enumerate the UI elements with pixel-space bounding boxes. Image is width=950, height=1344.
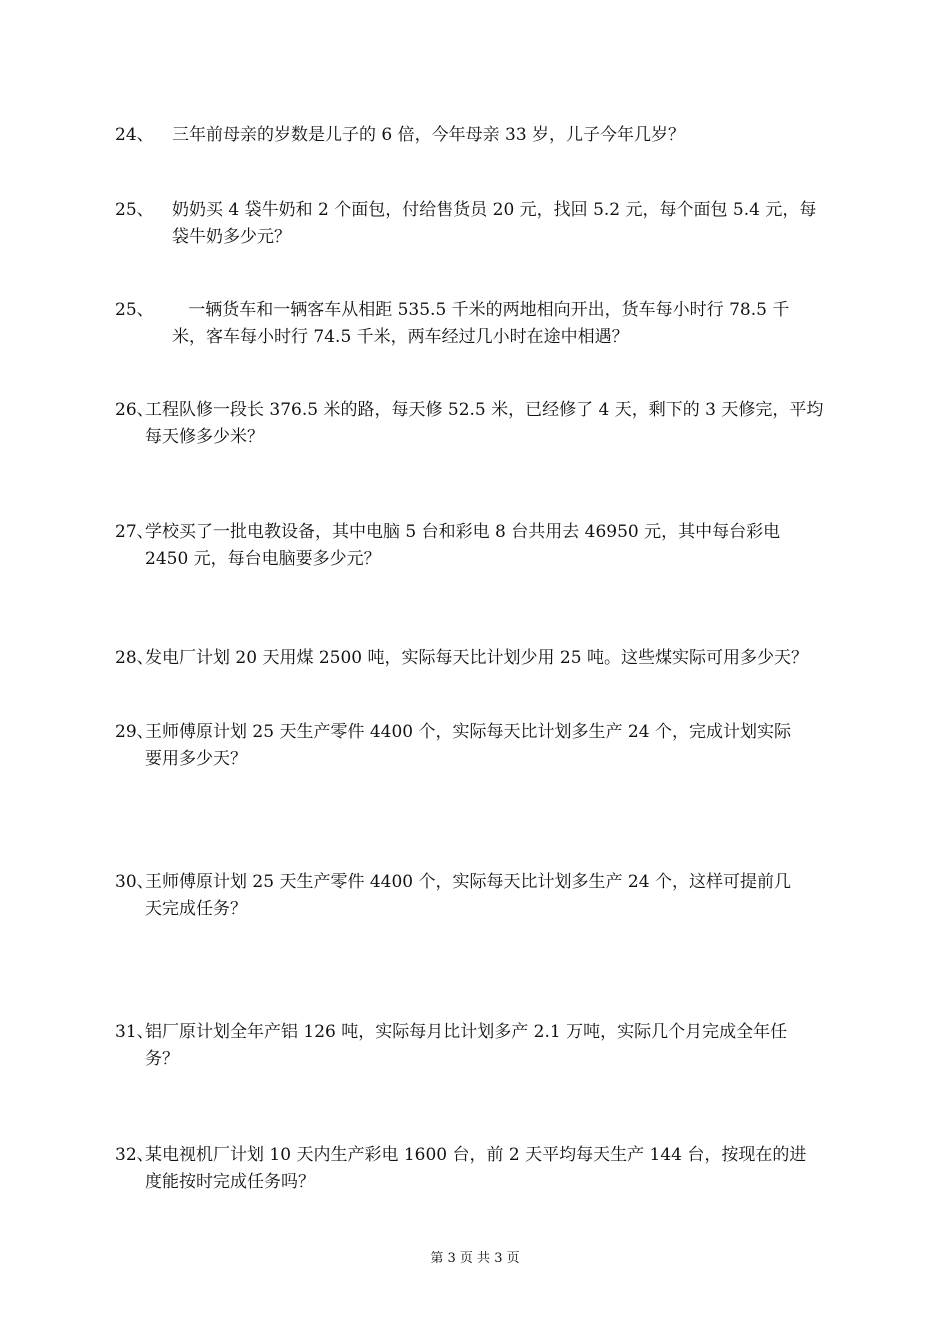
- question-number: 29、: [115, 722, 154, 742]
- question-text: [145, 519, 780, 573]
- page-footer: 第 3 页 共 3 页: [430, 1251, 520, 1266]
- question-line: 2450 元，每台电脑要多少元？: [145, 549, 381, 569]
- question-text: [172, 297, 789, 351]
- question-26: [115, 397, 855, 451]
- question-number: 25、: [115, 200, 154, 220]
- question-number: 25、: [115, 300, 154, 320]
- question-text: [145, 869, 791, 923]
- question-25a: [115, 197, 855, 251]
- question-text: [172, 122, 685, 149]
- question-text: [172, 197, 816, 251]
- question-line: 王师傅原计划 25 天生产零件 4400 个，实际每天比计划多生产 24 个，完成计划实际: [145, 722, 791, 742]
- question-text: [145, 719, 791, 773]
- question-line: 天完成任务？: [145, 899, 247, 919]
- question-line: 铝厂原计划全年产铝 126 吨，实际每月比计划多产 2.1 万吨，实际几个月完成全年任: [145, 1022, 788, 1042]
- question-number: 32、: [115, 1145, 154, 1165]
- question-line: 米，客车每小时行 74.5 千米，两车经过几小时在途中相遇？: [172, 327, 629, 347]
- question-28: [115, 645, 855, 672]
- question-number: 28、: [115, 648, 154, 668]
- question-24: [115, 122, 855, 149]
- question-line: 三年前母亲的岁数是儿子的 6 倍，今年母亲 33 岁，儿子今年几岁？: [172, 125, 686, 145]
- question-line: 王师傅原计划 25 天生产零件 4400 个，实际每天比计划多生产 24 个，这样可提前几: [145, 872, 791, 892]
- question-text: [145, 397, 823, 451]
- question-31: [115, 1019, 855, 1073]
- question-line: 要用多少天？: [145, 749, 247, 769]
- question-text: [145, 1142, 806, 1196]
- question-number: 30、: [115, 872, 154, 892]
- question-number: 26、: [115, 400, 154, 420]
- question-line: 学校买了一批电教设备，其中电脑 5 台和彩电 8 台共用去 46950 元，其中每台彩电: [145, 522, 781, 542]
- question-29: [115, 719, 855, 773]
- question-number: 27、: [115, 522, 154, 542]
- question-30: [115, 869, 855, 923]
- question-line: 发电厂计划 20 天用煤 2500 吨，实际每天比计划少用 25 吨。这些煤实际可用多少天？: [145, 648, 808, 668]
- question-line: 一辆货车和一辆客车从相距 535.5 千米的两地相向开出，货车每小时行 78.5 千: [172, 300, 790, 320]
- question-line: 每天修多少米？: [145, 427, 264, 447]
- question-line: 袋牛奶多少元？: [172, 227, 291, 247]
- question-25b: [115, 297, 855, 351]
- question-27: [115, 519, 855, 573]
- question-line: 工程队修一段长 376.5 米的路，每天修 52.5 米，已经修了 4 天，剩下的 3 天修完，平均: [145, 400, 824, 420]
- question-line: 奶奶买 4 袋牛奶和 2 个面包，付给售货员 20 元，找回 5.2 元，每个面包 5.4 元，每: [172, 200, 817, 220]
- question-number: 31、: [115, 1022, 154, 1042]
- question-text: [145, 645, 808, 672]
- question-line: 务？: [145, 1049, 179, 1069]
- question-32: [115, 1142, 855, 1196]
- question-line: 某电视机厂计划 10 天内生产彩电 1600 台，前 2 天平均每天生产 144 台，按现在的进: [145, 1145, 807, 1165]
- question-line: 度能按时完成任务吗？: [145, 1172, 315, 1192]
- question-text: [145, 1019, 787, 1073]
- question-number: 24、: [115, 125, 154, 145]
